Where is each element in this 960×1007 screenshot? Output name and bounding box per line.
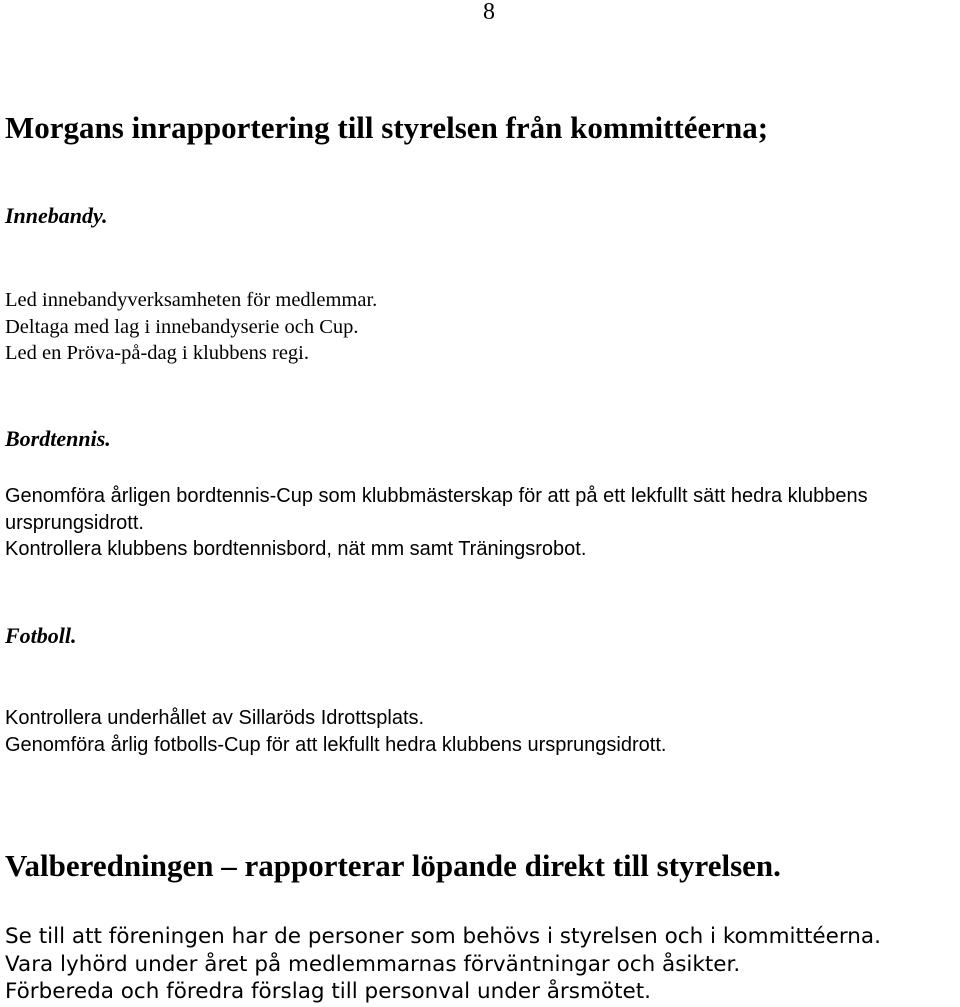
section-heading-innebandy: Innebandy. bbox=[5, 203, 108, 228]
page-title: Morgans inrapportering till styrelsen från kommittéerna; bbox=[5, 110, 769, 145]
valberedningen-task-list bbox=[5, 923, 881, 1006]
fotboll-task: Genomföra årlig fotbolls-Cup för att lekfullt hedra klubbens ursprungsidrott. bbox=[5, 733, 667, 756]
section-heading-bordtennis: Bordtennis. bbox=[5, 426, 111, 451]
innebandy-task: Deltaga med lag i innebandyserie och Cup. bbox=[5, 315, 359, 338]
bordtennis-task: Kontrollera klubbens bordtennisbord, nät mm samt Träningsrobot. bbox=[5, 538, 587, 560]
bordtennis-task: ursprungsidrott. bbox=[5, 511, 144, 534]
bordtennis-task-list bbox=[5, 483, 868, 563]
bordtennis-task: Genomföra årligen bordtennis-Cup som klubbmästerskap för att på ett lekfullt sätt hedra klubbens bbox=[5, 485, 868, 507]
innebandy-task: Led innebandyverksamheten för medlemmar. bbox=[5, 289, 378, 311]
page-number: 8 bbox=[483, 0, 495, 25]
fotboll-task: Kontrollera underhållet av Sillaröds Idrottsplats. bbox=[5, 707, 425, 729]
innebandy-task-list bbox=[5, 287, 377, 367]
valberedningen-task: Se till att föreningen har de personer som behövs i styrelsen och i kommittéerna. bbox=[5, 924, 881, 949]
valberedningen-title: Valberedningen – rapporterar löpande direkt till styrelsen. bbox=[5, 848, 781, 883]
fotboll-task-list bbox=[5, 705, 666, 758]
section-heading-fotboll: Fotboll. bbox=[5, 623, 77, 648]
valberedningen-task: Vara lyhörd under året på medlemmarnas förväntningar och åsikter. bbox=[5, 951, 741, 977]
valberedningen-task: Förbereda och föredra förslag till personval under årsmötet. bbox=[5, 979, 651, 1004]
innebandy-task: Led en Pröva-på-dag i klubbens regi. bbox=[5, 342, 309, 364]
